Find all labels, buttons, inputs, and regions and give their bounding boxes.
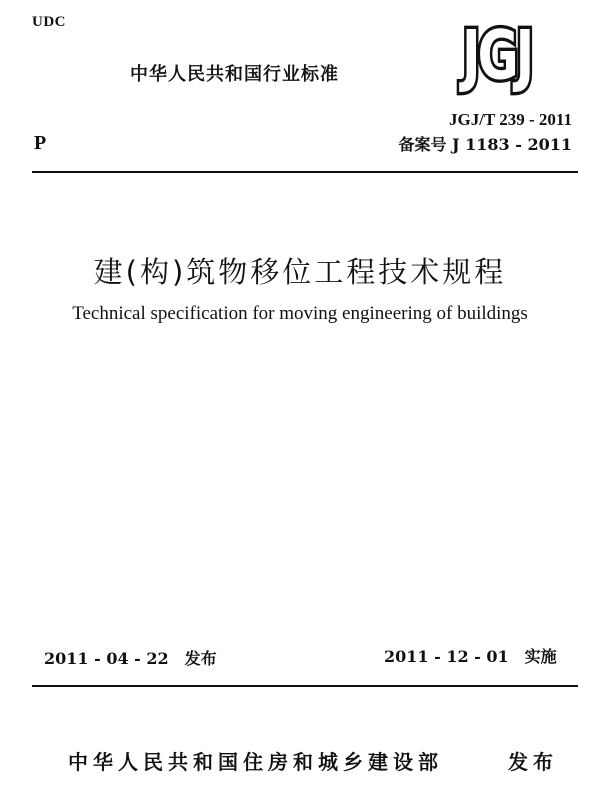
filing-number: 备案号 J 1183 - 2011: [398, 135, 572, 154]
effective-date: 2011 - 12 - 01 实施: [384, 647, 557, 666]
udc-label: UDC: [32, 14, 66, 30]
top-divider: [32, 171, 578, 173]
issuing-authority: 中华人民共和国住房和城乡建设部: [68, 750, 443, 774]
release-date: 2011 - 04 - 22 发布: [44, 649, 217, 668]
document-title-english: Technical specification for moving engineering of buildings: [72, 303, 528, 324]
industry-standard-heading: 中华人民共和国行业标准: [130, 64, 339, 85]
jgj-logo: JGJ: [462, 16, 532, 95]
issuing-action: 发布: [508, 750, 558, 774]
document-title-chinese: 建(构)筑物移位工程技术规程: [93, 255, 507, 289]
standard-number: JGJ/T 239 - 2011: [449, 110, 572, 129]
bottom-divider: [32, 685, 578, 687]
classification-code: P: [34, 132, 47, 154]
